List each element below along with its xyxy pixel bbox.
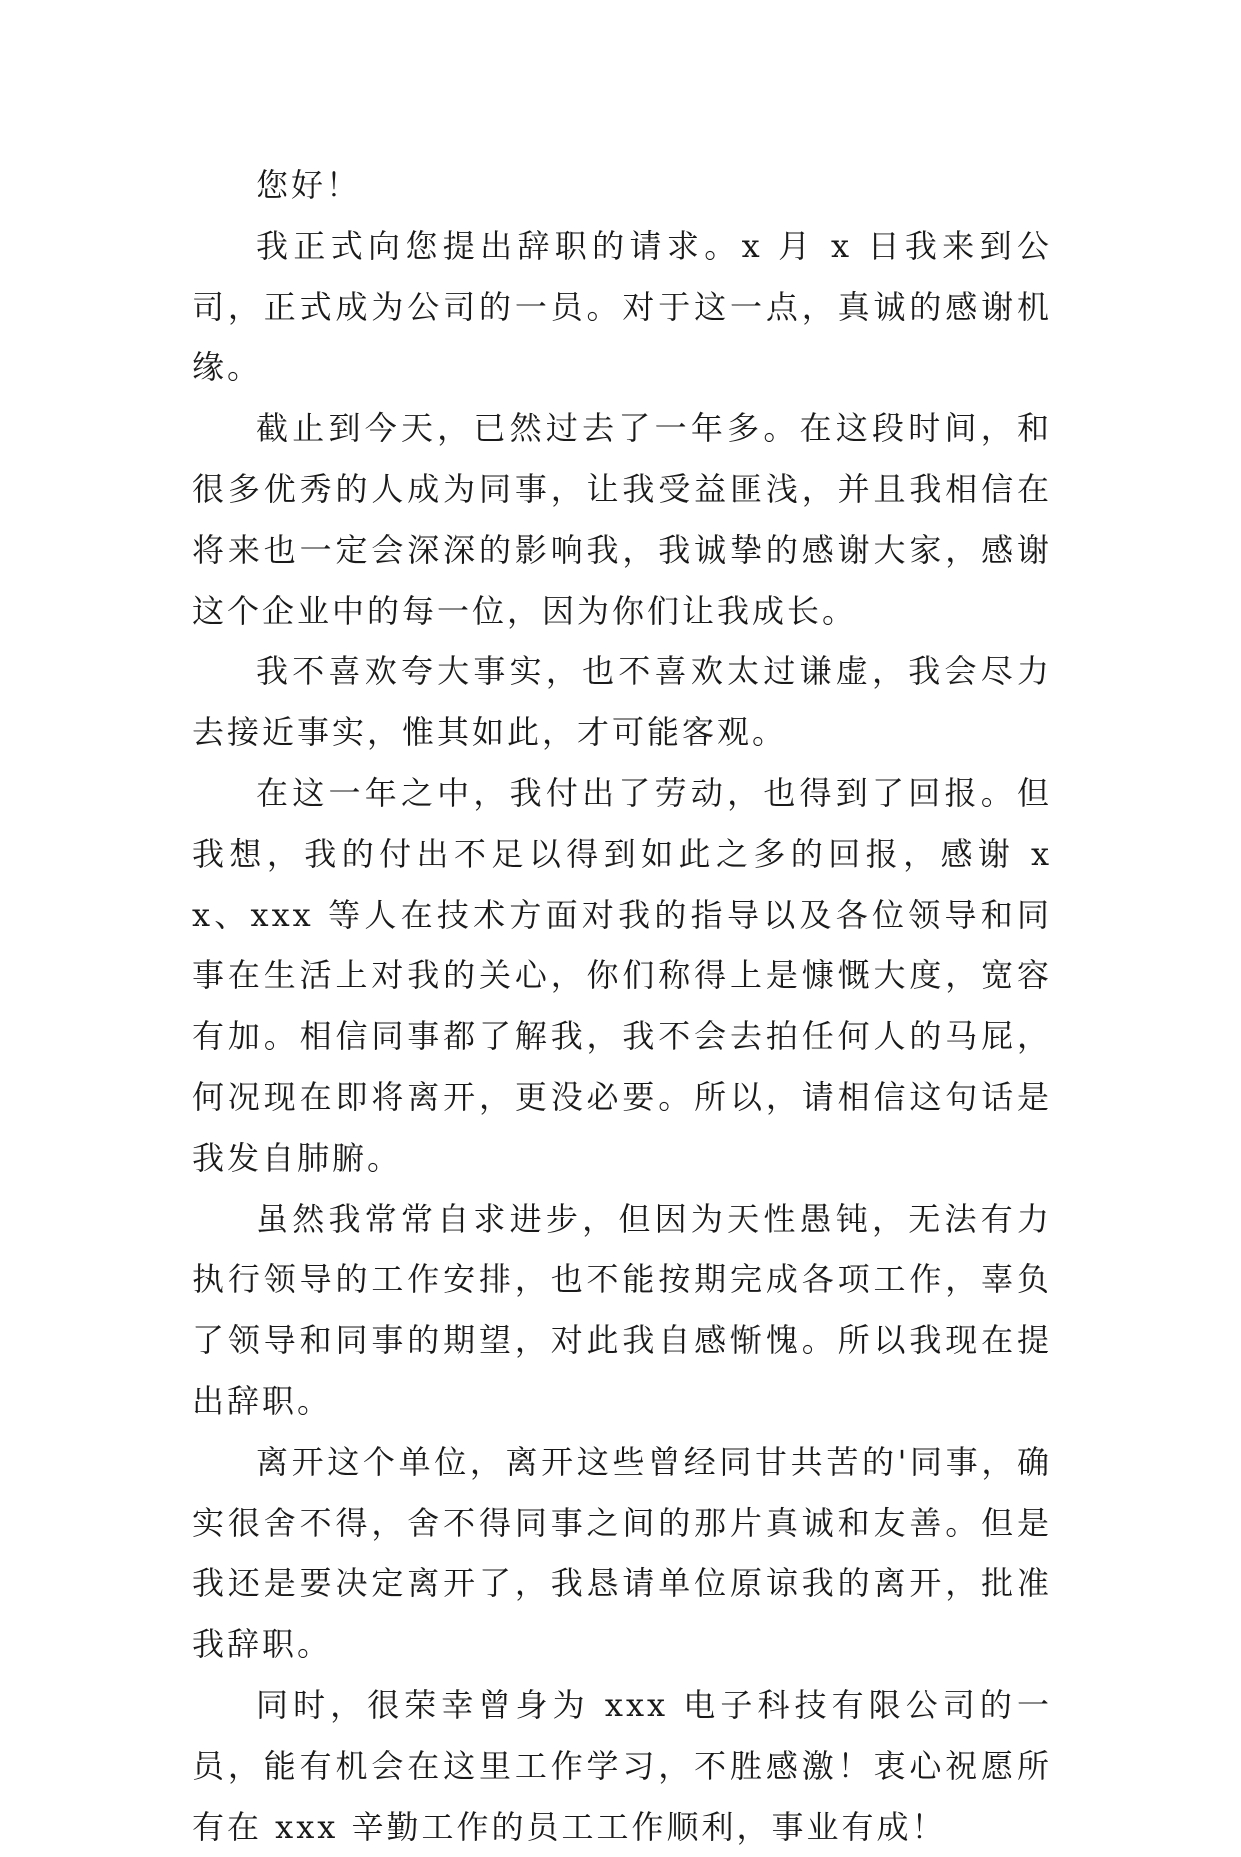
- body-paragraph: 在这一年之中，我付出了劳动，也得到了回报。但我想，我的付出不足以得到如此之多的回报，感谢 xx、xxx 等人在技术方面对我的指导以及各位领导和同事在生活上对我的关心，你们称得上是慷慨大度，宽容有加。相信同事都了解我，我不会去拍任何人的马屁，何况现在即将离开，更没必要。所以，请相信这句话是我发自肺腑。: [192, 773, 1052, 1177]
- letter-body: [192, 155, 1052, 1857]
- body-paragraph: 离开这个单位，离开这些曾经同甘共苦的'同事，确实很舍不得，舍不得同事之间的那片真诚和友善。但是我还是要决定离开了，我恳请单位原谅我的离开，批准我辞职。: [192, 1442, 1052, 1664]
- body-paragraph: 我正式向您提出辞职的请求。x 月 x 日我来到公司，正式成为公司的一员。对于这一点，真诚的感谢机缘。: [192, 226, 1052, 387]
- body-paragraph: 虽然我常常自求进步，但因为天性愚钝，无法有力执行领导的工作安排，也不能按期完成各项工作，辜负了领导和同事的期望，对此我自感惭愧。所以我现在提出辞职。: [192, 1199, 1052, 1420]
- body-paragraph: 截止到今天，已然过去了一年多。在这段时间，和很多优秀的人成为同事，让我受益匪浅，并且我相信在将来也一定会深深的影响我，我诚挚的感谢大家，感谢这个企业中的每一位，因为你们让我成长。: [192, 409, 1052, 630]
- body-paragraph: 我不喜欢夸大事实，也不喜欢太过谦虚，我会尽力去接近事实，惟其如此，才可能客观。: [192, 652, 1052, 752]
- greeting-paragraph: 您好！: [256, 166, 362, 204]
- closing-paragraph: 同时，很荣幸曾身为 xxx 电子科技有限公司的一员，能有机会在这里工作学习，不胜感激！衷心祝愿所有在 xxx 辛勤工作的员工工作顺利，事业有成！: [192, 1685, 1052, 1846]
